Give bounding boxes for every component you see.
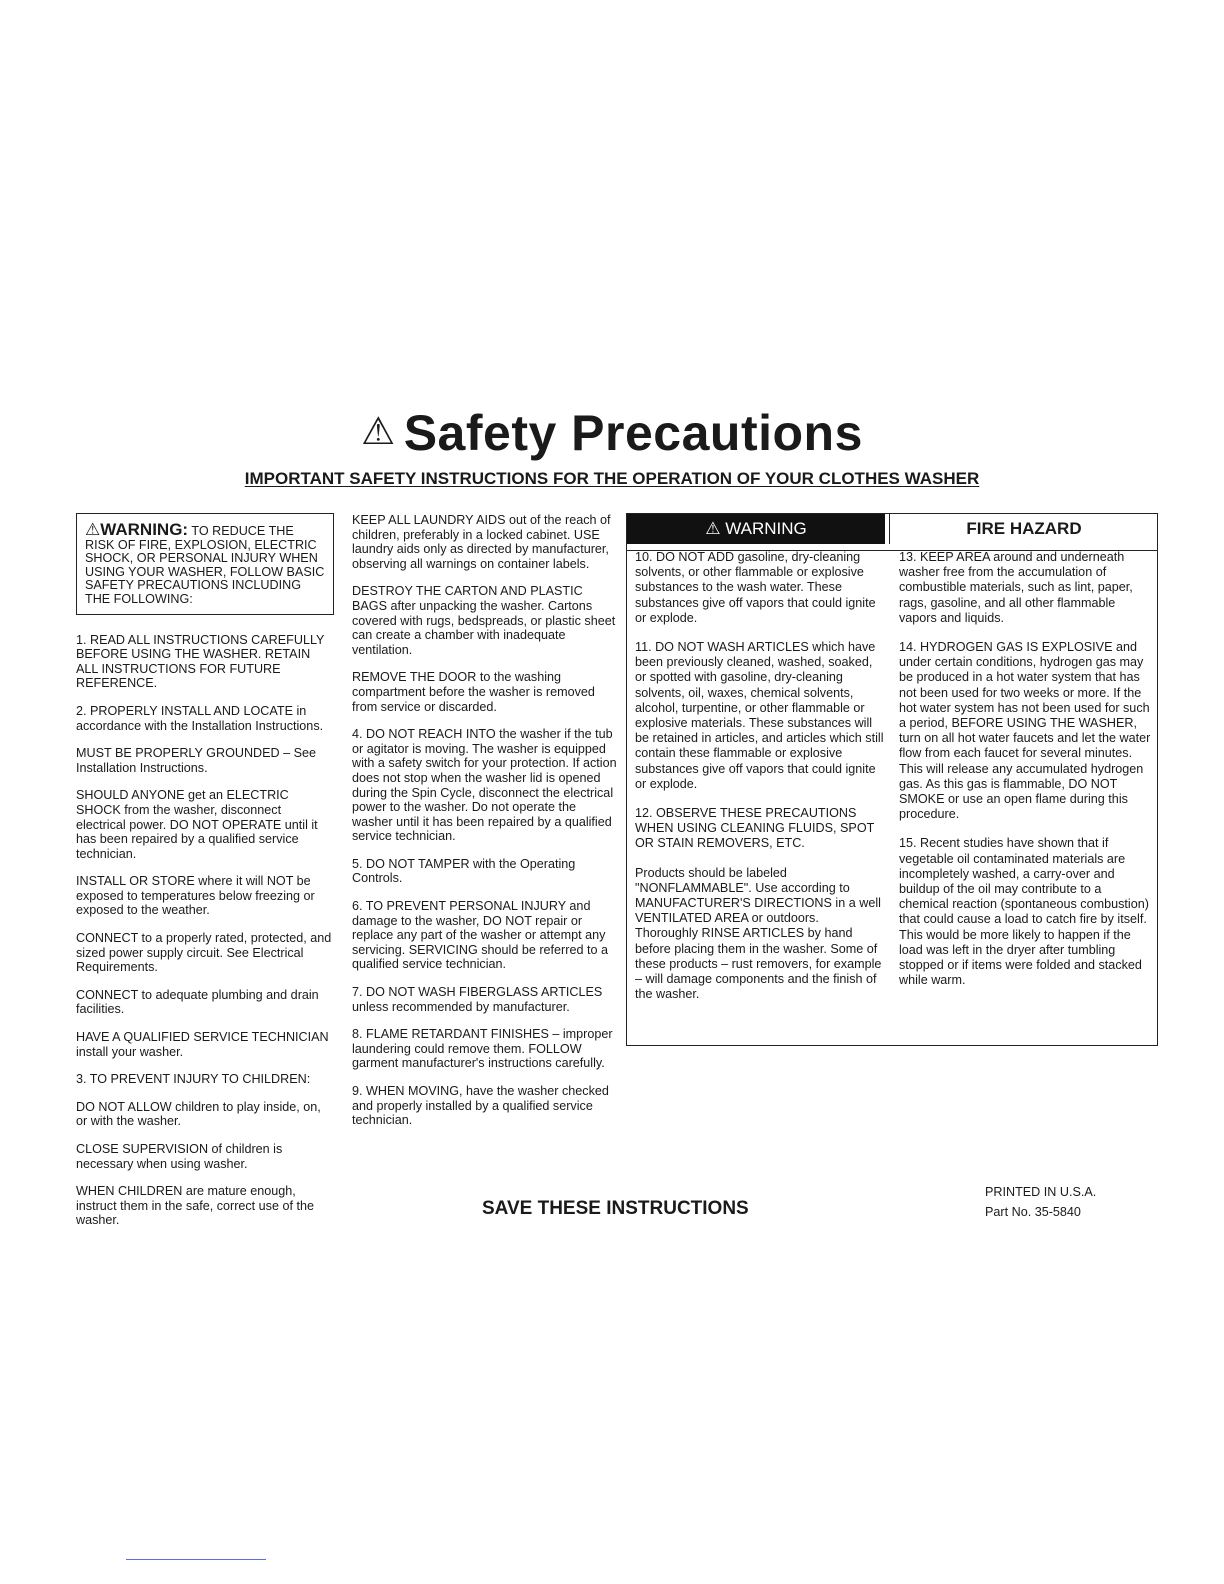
- page-subtitle: [0, 468, 1224, 490]
- paragraph: 13. KEEP AREA around and underneath washer free from the accumulation of combustible materials, such as lint, paper, rags, gasoline, and all other flammable vapors and liquids.: [899, 550, 1133, 625]
- paragraph: CLOSE SUPERVISION of children is necessary when using washer.: [76, 1142, 283, 1171]
- paragraph: MUST BE PROPERLY GROUNDED – See Installation Instructions.: [76, 746, 317, 775]
- paragraph: 10. DO NOT ADD gasoline, dry-cleaning solvents, or other flammable or explosive substances to the wash water. These substances give off vapors that could ignite or explode.: [635, 550, 876, 625]
- paragraph: KEEP ALL LAUNDRY AIDS out of the reach of children, preferably in a locked cabinet. USE laundry aids only as directed by manufacturer, observing all warnings on container labels.: [352, 513, 611, 571]
- page-title: [0, 400, 1224, 465]
- paragraph: 15. Recent studies have shown that if vegetable oil contaminated materials are incompletely washed, a carry-over and buildup of the oil may contribute to a chemical reaction (spontaneous combustion) that could cause a load to catch fire by itself. This would be more likely to happen if the load was left in the dryer after tumbling stopped or if items were folded and stacked while warm.: [899, 836, 1149, 988]
- paragraph: SHOULD ANYONE get an ELECTRIC SHOCK from the washer, disconnect electrical power. DO NOT OPERATE until it has been repaired by a qualified service technician.: [76, 788, 318, 861]
- warning-header: [627, 514, 885, 544]
- paragraph: INSTALL OR STORE where it will NOT be exposed to temperatures below freezing or exposed to the weather.: [76, 874, 315, 918]
- warning-box: [76, 513, 334, 615]
- warning-box-text: TO REDUCE THE RISK OF FIRE, EXPLOSION, ELECTRIC SHOCK, OR PERSONAL INJURY WHEN USING YOUR WASHER, FOLLOW BASIC SAFETY PRECAUTIONS INCLUDING THE FOLLOWING:: [85, 524, 325, 606]
- paragraph: HAVE A QUALIFIED SERVICE TECHNICIAN install your washer.: [76, 1030, 329, 1059]
- warning-triangle-icon: ⚠: [705, 519, 721, 538]
- paragraph: 2. PROPERLY INSTALL AND LOCATE in accordance with the Installation Instructions.: [76, 703, 324, 733]
- paragraph: 12. OBSERVE THESE PRECAUTIONS WHEN USING CLEANING FLUIDS, SPOT OR STAIN REMOVERS, ETC.: [635, 806, 875, 851]
- paragraph: 1. READ ALL INSTRUCTIONS CAREFULLY BEFORE USING THE WASHER. RETAIN ALL INSTRUCTIONS FOR FUTURE REFERENCE.: [76, 632, 325, 691]
- paragraph: DESTROY THE CARTON AND PLASTIC BAGS after unpacking the washer. Cartons covered with rugs, bedspreads, or plastic sheet can create a chamber with inadequate ventilation.: [352, 584, 616, 657]
- paragraph: 3. TO PREVENT INJURY TO CHILDREN:: [76, 1072, 311, 1087]
- part-number: Part No. 35-5840: [985, 1205, 1081, 1219]
- paragraph: DO NOT ALLOW children to play inside, on, or with the washer.: [76, 1099, 321, 1129]
- paragraph: 11. DO NOT WASH ARTICLES which have been previously cleaned, washed, soaked, or spotted with gasoline, dry-cleaning solvents, oil, waxes, chemical solvents, alcohol, turpentine, or other flammable or explosive materials. These substances will be retained in articles, and articles which still contain these flammable or explosive substances give off vapors that could ignite or explode.: [635, 640, 884, 791]
- print-info: [985, 1182, 1096, 1222]
- page-title-text: Safety Precautions: [403, 405, 863, 461]
- save-instructions: SAVE THESE INSTRUCTIONS: [482, 1198, 749, 1219]
- paragraph: REMOVE THE DOOR to the washing compartment before the washer is removed from service or discarded.: [352, 670, 595, 714]
- printed-in: PRINTED IN U.S.A.: [985, 1185, 1097, 1199]
- warning-triangle-icon: ⚠: [85, 520, 101, 539]
- paragraph: 9. WHEN MOVING, have the washer checked and properly installed by a qualified service technician.: [352, 1084, 609, 1128]
- paragraph: 8. FLAME RETARDANT FINISHES – improper laundering could remove them. FOLLOW garment manufacturer's instructions carefully.: [352, 1027, 613, 1071]
- subtitle-text: IMPORTANT SAFETY INSTRUCTIONS FOR THE OPERATION OF YOUR CLOTHES WASHER: [244, 469, 980, 488]
- paragraph: 4. DO NOT REACH INTO the washer if the tub or agitator is moving. The washer is equipped with a safety switch for your protection. If action does not stop when the washer lid is opened during the Spin Cycle, disconnect the electrical power to the washer. Do not operate the washer until it has been repaired by a qualified service technician.: [352, 727, 617, 844]
- warning-triangle-icon: ⚠: [361, 411, 396, 453]
- warning-box-label: ⚠WARNING:: [85, 520, 189, 539]
- footer-rule: [126, 1559, 266, 1560]
- paragraph: 5. DO NOT TAMPER with the Operating Controls.: [352, 856, 576, 886]
- paragraph: 6. TO PREVENT PERSONAL INJURY and damage to the washer, DO NOT repair or replace any part of the washer or attempt any servicing. SERVICING should be referred to a qualified service technician.: [352, 899, 608, 972]
- fire-hazard-header: FIRE HAZARD: [889, 514, 1158, 544]
- paragraph: 14. HYDROGEN GAS IS EXPLOSIVE and under certain conditions, hydrogen gas may be produced in a hot water system that has not been used for two weeks or more. If the hot water system has not been used for such a period, BEFORE USING THE WASHER, turn on all hot water faucets and let the water flow from each faucet for several minutes. This will release any accumulated hydrogen gas. As this gas is flammable, DO NOT SMOKE or use an open flame during this procedure.: [899, 640, 1151, 822]
- panel-left-column: [635, 550, 885, 1016]
- column-2: [352, 513, 618, 1141]
- panel-right-column: [899, 550, 1153, 1002]
- paragraph: CONNECT to adequate plumbing and drain facilities.: [76, 987, 319, 1017]
- warning-header-text: WARNING: [725, 519, 807, 538]
- paragraph: Products should be labeled "NONFLAMMABLE". Use according to MANUFACTURER'S DIRECTIONS in a well VENTILATED AREA or outdoors. Thoroughly RINSE ARTICLES by hand before placing them in the washer. Some of these products – rust removers, for example – will damage components and the finish of the washer.: [635, 865, 882, 1002]
- warning-fire-hazard-panel: [626, 513, 1158, 1046]
- paragraph: WHEN CHILDREN are mature enough, instruct them in the safe, correct use of the washer.: [76, 1184, 314, 1228]
- column-1: [76, 513, 334, 1241]
- paragraph: 7. DO NOT WASH FIBERGLASS ARTICLES unless recommended by manufacturer.: [352, 985, 603, 1014]
- paragraph: CONNECT to a properly rated, protected, and sized power supply circuit. See Electrical Requirements.: [76, 931, 332, 975]
